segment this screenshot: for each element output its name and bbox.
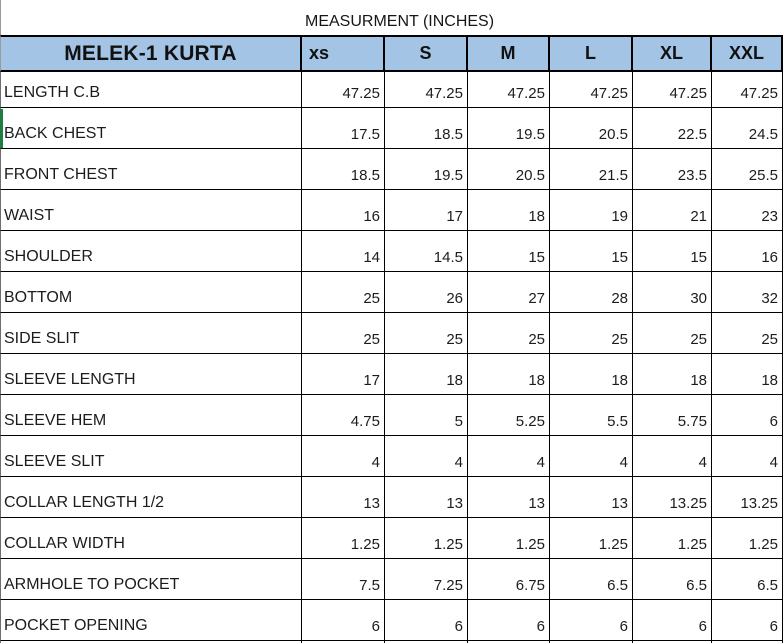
row-label-cell[interactable]: FRONT CHEST xyxy=(0,149,302,190)
value-cell[interactable]: 14 xyxy=(302,231,385,272)
value-cell[interactable]: 25 xyxy=(385,313,468,354)
value-cell[interactable]: 18 xyxy=(633,354,712,395)
value-cell[interactable]: 22.5 xyxy=(633,108,712,149)
value-cell[interactable]: 18 xyxy=(468,190,550,231)
value-cell[interactable]: 6.5 xyxy=(633,559,712,600)
value-cell[interactable]: 23 xyxy=(712,190,783,231)
product-header-cell[interactable]: MELEK-1 KURTA xyxy=(0,35,302,72)
value-cell[interactable]: 4 xyxy=(468,436,550,477)
value-cell[interactable]: 7.5 xyxy=(302,559,385,600)
value-cell[interactable]: 5.25 xyxy=(468,395,550,436)
value-cell[interactable]: 13 xyxy=(385,477,468,518)
sheet-title: MEASURMENT (INCHES) xyxy=(305,13,495,30)
value-cell[interactable]: 5.5 xyxy=(550,395,633,436)
value-cell[interactable]: 18.5 xyxy=(385,108,468,149)
value-cell[interactable]: 20.5 xyxy=(550,108,633,149)
row-highlight-marker xyxy=(0,109,3,148)
value-cell[interactable]: 18.5 xyxy=(302,149,385,190)
size-header-cell-l[interactable]: L xyxy=(550,35,633,72)
value-cell[interactable]: 25.5 xyxy=(712,149,783,190)
value-cell[interactable]: 25 xyxy=(550,313,633,354)
value-cell[interactable]: 17 xyxy=(302,354,385,395)
value-cell[interactable]: 25 xyxy=(302,313,385,354)
value-cell[interactable]: 18 xyxy=(712,354,783,395)
row-label-cell[interactable]: SLEEVE LENGTH xyxy=(0,354,302,395)
value-cell[interactable]: 13 xyxy=(468,477,550,518)
value-cell[interactable]: 18 xyxy=(550,354,633,395)
row-label-cell[interactable]: SLEEVE SLIT xyxy=(0,436,302,477)
value-cell[interactable]: 6 xyxy=(550,600,633,641)
size-header-cell-xxl[interactable]: XXL xyxy=(712,35,783,72)
value-cell[interactable]: 47.25 xyxy=(633,72,712,108)
row-label-cell[interactable]: BOTTOM xyxy=(0,272,302,313)
value-cell[interactable]: 4 xyxy=(385,436,468,477)
value-cell[interactable]: 15 xyxy=(633,231,712,272)
value-cell[interactable]: 1.25 xyxy=(633,518,712,559)
size-header-cell-xs[interactable]: xs xyxy=(302,35,385,72)
value-cell[interactable]: 21.5 xyxy=(550,149,633,190)
value-cell[interactable]: 6 xyxy=(302,600,385,641)
value-cell[interactable]: 6.5 xyxy=(550,559,633,600)
value-cell[interactable]: 4 xyxy=(550,436,633,477)
value-cell[interactable]: 25 xyxy=(712,313,783,354)
value-cell[interactable]: 18 xyxy=(385,354,468,395)
value-cell[interactable]: 19.5 xyxy=(468,108,550,149)
value-cell[interactable]: 7.25 xyxy=(385,559,468,600)
value-cell[interactable]: 23.5 xyxy=(633,149,712,190)
value-cell[interactable]: 25 xyxy=(302,272,385,313)
row-label-cell[interactable]: SIDE SLIT xyxy=(0,313,302,354)
size-header-cell-xl[interactable]: XL xyxy=(633,35,712,72)
value-cell[interactable]: 6 xyxy=(712,395,783,436)
value-cell[interactable]: 24.5 xyxy=(712,108,783,149)
value-cell[interactable]: 5 xyxy=(385,395,468,436)
value-cell[interactable]: 18 xyxy=(468,354,550,395)
value-cell[interactable]: 19 xyxy=(550,190,633,231)
value-cell[interactable]: 16 xyxy=(302,190,385,231)
value-cell[interactable]: 47.25 xyxy=(550,72,633,108)
row-label-cell[interactable]: SHOULDER xyxy=(0,231,302,272)
value-cell[interactable]: 26 xyxy=(385,272,468,313)
value-cell[interactable]: 21 xyxy=(633,190,712,231)
value-cell[interactable]: 15 xyxy=(468,231,550,272)
row-label-cell[interactable]: WAIST xyxy=(0,190,302,231)
row-label-cell[interactable]: POCKET OPENING xyxy=(0,600,302,641)
value-cell[interactable]: 20.5 xyxy=(468,149,550,190)
value-cell[interactable]: 5.75 xyxy=(633,395,712,436)
value-cell[interactable]: 19.5 xyxy=(385,149,468,190)
row-label-cell[interactable]: COLLAR LENGTH 1/2 xyxy=(0,477,302,518)
value-cell[interactable]: 13 xyxy=(302,477,385,518)
value-cell[interactable]: 13.25 xyxy=(712,477,783,518)
value-cell[interactable]: 25 xyxy=(633,313,712,354)
value-cell[interactable]: 4 xyxy=(712,436,783,477)
value-cell[interactable]: 4.75 xyxy=(302,395,385,436)
value-cell[interactable]: 1.25 xyxy=(712,518,783,559)
value-cell[interactable]: 6 xyxy=(385,600,468,641)
value-cell[interactable]: 13.25 xyxy=(633,477,712,518)
value-cell[interactable]: 47.25 xyxy=(712,72,783,108)
value-cell[interactable]: 47.25 xyxy=(468,72,550,108)
value-cell[interactable]: 27 xyxy=(468,272,550,313)
value-cell[interactable]: 28 xyxy=(550,272,633,313)
measurement-title-row[interactable] xyxy=(0,0,783,35)
value-cell[interactable]: 17.5 xyxy=(302,108,385,149)
value-cell[interactable]: 4 xyxy=(633,436,712,477)
value-cell[interactable]: 13 xyxy=(550,477,633,518)
value-cell[interactable]: 17 xyxy=(385,190,468,231)
row-label-cell[interactable]: COLLAR WIDTH xyxy=(0,518,302,559)
value-cell[interactable]: 6.5 xyxy=(712,559,783,600)
value-cell[interactable]: 30 xyxy=(633,272,712,313)
value-cell[interactable]: 6.75 xyxy=(468,559,550,600)
value-cell[interactable]: 15 xyxy=(550,231,633,272)
value-cell[interactable]: 1.25 xyxy=(385,518,468,559)
value-cell[interactable]: 1.25 xyxy=(550,518,633,559)
value-cell[interactable]: 6 xyxy=(712,600,783,641)
value-cell[interactable]: 1.25 xyxy=(302,518,385,559)
value-cell[interactable]: 1.25 xyxy=(468,518,550,559)
value-cell[interactable]: 25 xyxy=(468,313,550,354)
value-cell[interactable]: 32 xyxy=(712,272,783,313)
size-header-cell-s[interactable]: S xyxy=(385,35,468,72)
value-cell[interactable]: 4 xyxy=(302,436,385,477)
value-cell[interactable]: 14.5 xyxy=(385,231,468,272)
value-cell[interactable]: 16 xyxy=(712,231,783,272)
value-cell[interactable]: 6 xyxy=(633,600,712,641)
row-label-cell[interactable]: BACK CHEST xyxy=(0,108,302,149)
row-label-cell[interactable]: LENGTH C.B xyxy=(0,72,302,108)
value-cell[interactable]: 47.25 xyxy=(385,72,468,108)
row-label-cell[interactable]: SLEEVE HEM xyxy=(0,395,302,436)
value-cell[interactable]: 47.25 xyxy=(302,72,385,108)
value-cell[interactable]: 6 xyxy=(468,600,550,641)
size-header-cell-m[interactable]: M xyxy=(468,35,550,72)
row-label-cell[interactable]: ARMHOLE TO POCKET xyxy=(0,559,302,600)
size-chart-table xyxy=(0,35,783,643)
